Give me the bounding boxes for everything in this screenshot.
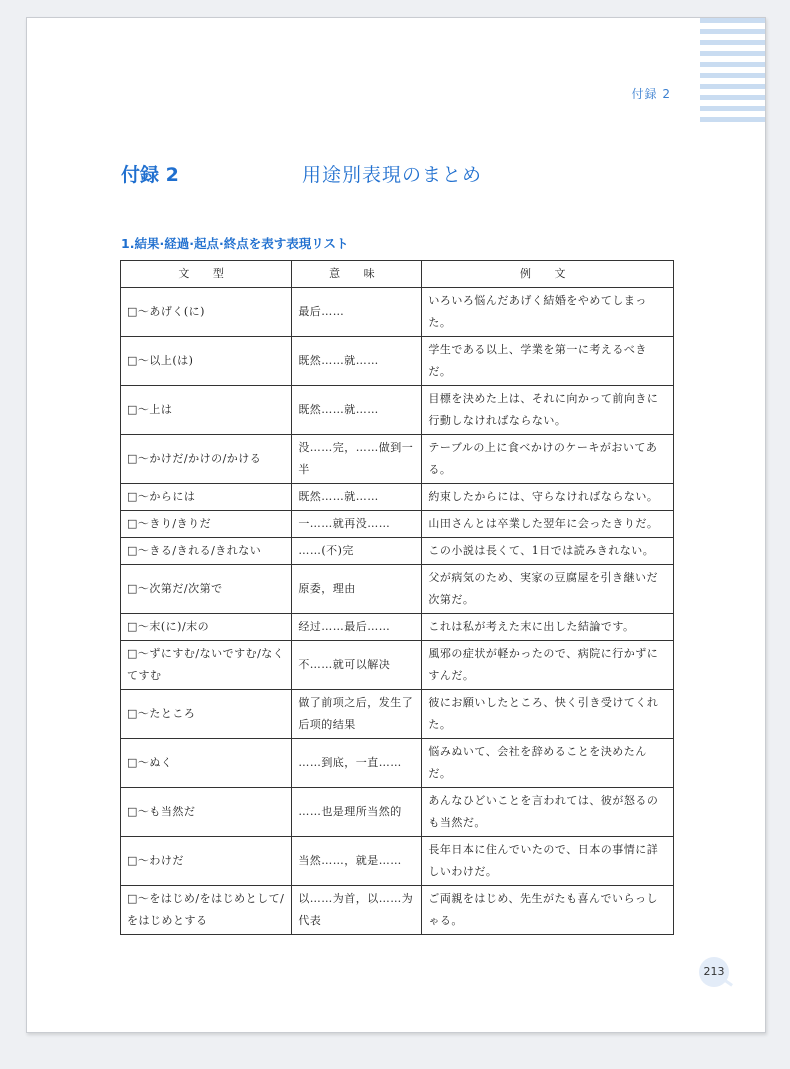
meaning-cell: 原委，理由	[292, 565, 422, 614]
table-row	[121, 788, 674, 837]
example-cell: いろいろ悩んだあげく結婚をやめてしまった。	[422, 288, 674, 337]
table-row	[121, 739, 674, 788]
example-cell: この小説は長くて、1日では読みきれない。	[422, 538, 674, 565]
table-row	[121, 288, 674, 337]
pattern-cell: □～をはじめ/をはじめとして/をはじめとする	[121, 886, 292, 935]
column-header-pattern: 文 型	[121, 261, 292, 288]
example-cell: 彼にお願いしたところ、快く引き受けてくれた。	[422, 690, 674, 739]
example-cell: 長年日本に住んでいたので、日本の事情に詳しいわけだ。	[422, 837, 674, 886]
pattern-cell: □～わけだ	[121, 837, 292, 886]
table-row	[121, 565, 674, 614]
table-row	[121, 484, 674, 511]
meaning-cell: 既然……就……	[292, 386, 422, 435]
pattern-cell: □～次第だ/次第で	[121, 565, 292, 614]
meaning-cell: 以……为首，以……为代表	[292, 886, 422, 935]
table-row	[121, 511, 674, 538]
page-number: 213	[703, 965, 725, 978]
document-page	[26, 17, 766, 1033]
column-header-meaning: 意 味	[292, 261, 422, 288]
pattern-cell: □～ずにすむ/ないですむ/なくてすむ	[121, 641, 292, 690]
meaning-cell: 最后……	[292, 288, 422, 337]
example-cell: 風邪の症状が軽かったので、病院に行かずにすんだ。	[422, 641, 674, 690]
pattern-cell: □～以上(は)	[121, 337, 292, 386]
page-title: 用途別表現のまとめ	[302, 164, 483, 186]
pattern-cell: □～あげく(に)	[121, 288, 292, 337]
example-cell: 約束したからには、守らなければならない。	[422, 484, 674, 511]
running-header: 付録 2	[631, 87, 671, 101]
pattern-cell: □～かけだ/かけの/かける	[121, 435, 292, 484]
page-number-badge	[699, 957, 733, 991]
pattern-cell: □～からには	[121, 484, 292, 511]
table-row	[121, 614, 674, 641]
example-cell: 山田さんとは卒業した翌年に会ったきりだ。	[422, 511, 674, 538]
table-row	[121, 690, 674, 739]
example-cell: 悩みぬいて、会社を辞めることを決めたんだ。	[422, 739, 674, 788]
table-row	[121, 641, 674, 690]
meaning-cell: 做了前项之后，发生了后项的结果	[292, 690, 422, 739]
table-row	[121, 337, 674, 386]
table-row	[121, 538, 674, 565]
example-cell: 学生である以上、学業を第一に考えるべきだ。	[422, 337, 674, 386]
meaning-cell: ……到底，一直……	[292, 739, 422, 788]
table-row	[121, 886, 674, 935]
expression-table	[120, 260, 674, 935]
example-cell: テーブルの上に食べかけのケーキがおいてある。	[422, 435, 674, 484]
pattern-cell: □～ぬく	[121, 739, 292, 788]
page-number-tail	[723, 978, 733, 986]
table-row	[121, 435, 674, 484]
appendix-label: 付録 2	[121, 164, 179, 186]
example-cell: これは私が考えた末に出した結論です。	[422, 614, 674, 641]
meaning-cell: 既然……就……	[292, 484, 422, 511]
meaning-cell: 既然……就……	[292, 337, 422, 386]
pattern-cell: □～たところ	[121, 690, 292, 739]
pattern-cell: □～きる/きれる/きれない	[121, 538, 292, 565]
meaning-cell: 经过……最后……	[292, 614, 422, 641]
meaning-cell: 当然……，就是……	[292, 837, 422, 886]
pattern-cell: □～上は	[121, 386, 292, 435]
header-stripes-decoration	[700, 18, 765, 130]
meaning-cell: ……(不)完	[292, 538, 422, 565]
meaning-cell: 不……就可以解决	[292, 641, 422, 690]
meaning-cell: 一……就再没……	[292, 511, 422, 538]
table-row	[121, 386, 674, 435]
table-row	[121, 837, 674, 886]
column-header-example: 例 文	[422, 261, 674, 288]
example-cell: あんなひどいことを言われては、彼が怒るのも当然だ。	[422, 788, 674, 837]
example-cell: 目標を決めた上は、それに向かって前向きに行動しなければならない。	[422, 386, 674, 435]
example-cell: 父が病気のため、実家の豆腐屋を引き継いだ次第だ。	[422, 565, 674, 614]
example-cell: ご両親をはじめ、先生がたも喜んでいらっしゃる。	[422, 886, 674, 935]
meaning-cell: 没……完，……做到一半	[292, 435, 422, 484]
pattern-cell: □～末(に)/末の	[121, 614, 292, 641]
section-heading: 1.結果·経過·起点·終点を表す表現リスト	[121, 236, 349, 251]
meaning-cell: ……也是理所当然的	[292, 788, 422, 837]
table-header-row	[121, 261, 674, 288]
pattern-cell: □～も当然だ	[121, 788, 292, 837]
pattern-cell: □～きり/きりだ	[121, 511, 292, 538]
